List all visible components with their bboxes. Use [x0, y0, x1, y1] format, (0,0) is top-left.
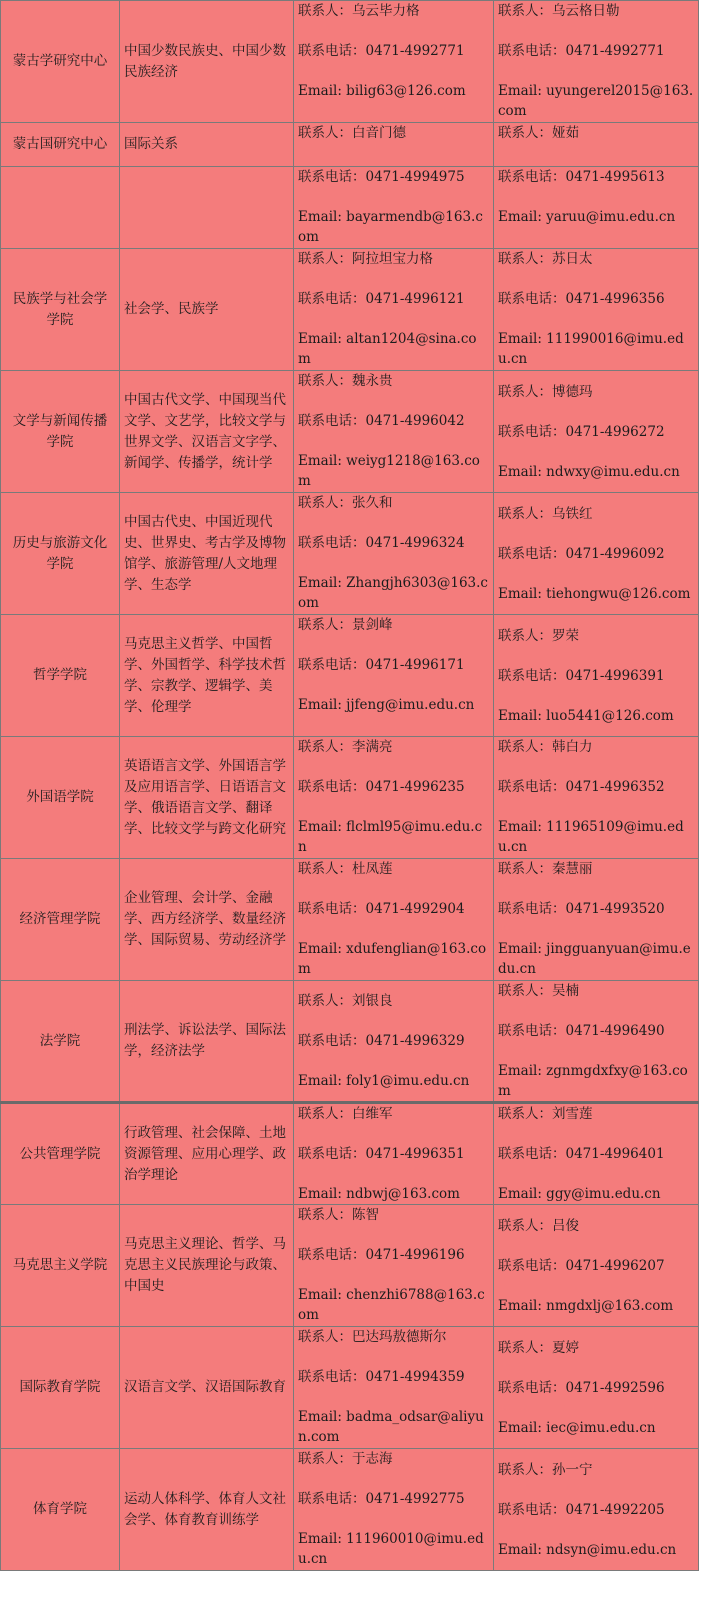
contact-email[interactable]: Email: ndbwj@163.com: [298, 1186, 460, 1202]
table-row: [1, 493, 699, 615]
contact-email[interactable]: Email: flclml95@imu.edu.cn: [298, 819, 483, 855]
contact-email[interactable]: Email: 111960010@imu.edu.cn: [298, 1531, 484, 1567]
contact-name: 联系人：乌云格日勒: [498, 3, 620, 19]
contact-name: 联系人：陈智: [298, 1207, 379, 1223]
discipline-list: 运动人体科学、体育人文社会学、体育教育训练学: [120, 1449, 294, 1571]
contact-primary: [294, 1449, 494, 1571]
contact-email[interactable]: Email: tiehongwu@126.com: [498, 585, 691, 602]
discipline-list: 中国少数民族史、中国少数民族经济: [120, 1, 294, 123]
contact-email[interactable]: Email: chenzhi6788@163.com: [298, 1287, 485, 1323]
contact-name: 联系人：杜凤莲: [298, 861, 393, 877]
discipline-list: 国际关系: [120, 123, 294, 167]
contact-email[interactable]: Email: foly1@imu.edu.cn: [298, 1073, 470, 1089]
contact-email[interactable]: Email: nmgdxlj@163.com: [498, 1297, 674, 1314]
contact-name: 联系人：白维军: [298, 1106, 393, 1122]
contact-name: 联系人：巴达玛敖德斯尔: [298, 1329, 447, 1345]
college-name: 文学与新闻传播 学院: [1, 371, 120, 493]
college-name: 历史与旅游文化 学院: [1, 493, 120, 615]
contact-name: 联系人：刘雪莲: [498, 1106, 593, 1122]
contact-phone: 联系电话：0471-4995613: [498, 169, 665, 185]
table-row: [1, 123, 699, 167]
contact-name: 联系人：乌云毕力格: [298, 3, 420, 19]
contact-name: 联系人：孙一宁: [498, 1461, 593, 1478]
contact-primary: [294, 1, 494, 123]
college-name: 蒙古学研究中心: [1, 1, 120, 123]
contact-phone: 联系电话：0471-4996092: [498, 545, 665, 562]
contact-email[interactable]: Email: yaruu@imu.edu.cn: [498, 209, 676, 225]
discipline-list: 马克思主义理论、哲学、马克思主义民族理论与政策、中国史: [120, 1205, 294, 1327]
contact-email[interactable]: Email: ggy@imu.edu.cn: [498, 1186, 661, 1202]
contact-secondary: [494, 1103, 699, 1205]
table-row: [1, 981, 699, 1103]
contact-name: 联系人：阿拉坦宝力格: [298, 251, 433, 267]
contact-phone: 联系电话：0471-4996207: [498, 1257, 665, 1274]
contact-secondary: [494, 1205, 699, 1327]
contact-email[interactable]: Email: iec@imu.edu.cn: [498, 1419, 656, 1436]
contact-name: 联系人：于志海: [298, 1451, 393, 1467]
contact-phone: 联系电话：0471-4996121: [298, 291, 465, 307]
table-row: [1, 371, 699, 493]
contact-email[interactable]: Email: ndwxy@imu.edu.cn: [498, 463, 680, 480]
contact-phone: 联系电话：0471-4992775: [298, 1491, 465, 1507]
contact-primary: [294, 493, 494, 615]
college-name: 法学院: [1, 981, 120, 1103]
contact-secondary: [494, 859, 699, 981]
contact-name: 联系人：吕俊: [498, 1217, 579, 1234]
contact-phone: 联系电话：0471-4996356: [498, 291, 665, 307]
contact-email[interactable]: Email: uyungerel2015@163.com: [498, 83, 694, 119]
contact-phone: 联系电话：0471-4992771: [298, 43, 465, 59]
contact-email[interactable]: Email: luo5441@126.com: [498, 707, 674, 724]
contact-primary: [294, 1205, 494, 1327]
contact-secondary: [494, 981, 699, 1103]
contact-phone: 联系电话：0471-4996042: [298, 413, 465, 429]
contact-email[interactable]: Email: jingguanyuan@imu.edu.cn: [498, 941, 691, 977]
contact-primary: [294, 737, 494, 859]
contact-phone: 联系电话：0471-4994975: [298, 169, 465, 185]
college-name: 马克思主义学院: [1, 1205, 120, 1327]
contact-primary: [294, 1327, 494, 1449]
discipline-list: 中国古代文学、中国现当代文学、文艺学，比较文学与世界文学、汉语言文字学、新闻学、传播学，统计学: [120, 371, 294, 493]
contact-email[interactable]: Email: bayarmendb@163.com: [298, 209, 483, 245]
contact-primary: [294, 1103, 494, 1205]
contact-name: 联系人：夏婷: [498, 1339, 579, 1356]
contact-phone: 联系电话：0471-4996235: [298, 779, 465, 795]
contact-email[interactable]: Email: zgnmgdxfxy@163.com: [498, 1063, 688, 1099]
contact-name: 联系人：白音门德: [298, 125, 406, 141]
contact-email[interactable]: Email: ndsyn@imu.edu.cn: [498, 1541, 677, 1558]
contact-secondary: [494, 1449, 699, 1571]
discipline-list: 企业管理、会计学、金融学、西方经济学、数量经济学、国际贸易、劳动经济学: [120, 859, 294, 981]
table-row: [1, 167, 699, 249]
contact-phone: 联系电话：0471-4996196: [298, 1247, 465, 1263]
contact-name: 联系人：苏日太: [498, 251, 593, 267]
contact-email[interactable]: Email: xdufenglian@163.com: [298, 941, 487, 977]
contact-phone: 联系电话：0471-4992904: [298, 901, 465, 917]
contact-phone: 联系电话：0471-4996324: [298, 535, 465, 551]
contact-name: 联系人：魏永贵: [298, 373, 393, 389]
contact-secondary: [494, 249, 699, 371]
contact-email[interactable]: Email: 111990016@imu.edu.cn: [498, 331, 684, 367]
college-name: 经济管理学院: [1, 859, 120, 981]
contact-phone: 联系电话：0471-4996490: [498, 1023, 665, 1039]
table-row: [1, 615, 699, 737]
table-row: [1, 1205, 699, 1327]
contact-name: 联系人：博德玛: [498, 383, 593, 400]
table-row: [1, 1, 699, 123]
college-name: 国际教育学院: [1, 1327, 120, 1449]
contact-name: 联系人：刘银良: [298, 993, 393, 1009]
contact-phone: 联系电话：0471-4996391: [498, 667, 665, 684]
contact-secondary: [494, 615, 699, 737]
college-name: 民族学与社会学 学院: [1, 249, 120, 371]
contact-secondary: [494, 167, 699, 249]
contact-primary: [294, 615, 494, 737]
table-row: [1, 1103, 699, 1205]
college-name: 体育学院: [1, 1449, 120, 1571]
contact-email[interactable]: Email: weiyg1218@163.com: [298, 453, 480, 489]
table-row: [1, 249, 699, 371]
college-name: 哲学学院: [1, 615, 120, 737]
contact-email[interactable]: Email: Zhangjh6303@163.com: [298, 575, 488, 611]
discipline-list: 汉语言文学、汉语国际教育: [120, 1327, 294, 1449]
contact-primary: [294, 249, 494, 371]
discipline-list: [120, 167, 294, 249]
contact-email[interactable]: Email: 111965109@imu.edu.cn: [498, 819, 684, 855]
contact-phone: 联系电话：0471-4996171: [298, 657, 465, 673]
discipline-list: 社会学、民族学: [120, 249, 294, 371]
contact-secondary: [494, 493, 699, 615]
contact-phone: 联系电话：0471-4994359: [298, 1369, 465, 1385]
contact-name: 联系人：李满亮: [298, 739, 393, 755]
contact-name: 联系人：娅茹: [498, 125, 579, 141]
contact-primary: [294, 981, 494, 1103]
contact-phone: 联系电话：0471-4992771: [498, 43, 665, 59]
contact-name: 联系人：吴楠: [498, 983, 579, 999]
contact-name: 联系人：乌铁红: [498, 505, 593, 522]
contact-phone: 联系电话：0471-4996329: [298, 1033, 465, 1049]
discipline-list: 中国古代史、中国近现代史、世界史、考古学及博物馆学、旅游管理/人文地理学、生态学: [120, 493, 294, 615]
table-row: [1, 1327, 699, 1449]
contact-primary: [294, 123, 494, 167]
contact-name: 联系人：张久和: [298, 495, 393, 511]
contact-secondary: [494, 1327, 699, 1449]
discipline-list: 英语语言文学、外国语言学及应用语言学、日语语言文学、俄语语言文学、翻译学、比较文学与跨文化研究: [120, 737, 294, 859]
contact-phone: 联系电话：0471-4993520: [498, 901, 665, 917]
contact-name: 联系人：罗荣: [498, 627, 579, 644]
college-name: 外国语学院: [1, 737, 120, 859]
contact-primary: [294, 859, 494, 981]
contact-phone: 联系电话：0471-4996401: [498, 1146, 665, 1162]
table-row: [1, 1449, 699, 1571]
contact-secondary: [494, 1, 699, 123]
contact-secondary: [494, 123, 699, 167]
contact-email[interactable]: Email: jjfeng@imu.edu.cn: [298, 697, 475, 713]
discipline-list: 马克思主义哲学、中国哲学、外国哲学、科学技术哲学、宗教学、逻辑学、美学、伦理学: [120, 615, 294, 737]
contact-secondary: [494, 737, 699, 859]
contact-phone: 联系电话：0471-4996351: [298, 1146, 465, 1162]
college-name: 蒙古国研究中心: [1, 123, 120, 167]
college-name: 公共管理学院: [1, 1103, 120, 1205]
contact-phone: 联系电话：0471-4996352: [498, 779, 665, 795]
contact-primary: [294, 167, 494, 249]
discipline-list: 行政管理、社会保障、土地资源管理、应用心理学、政治学理论: [120, 1103, 294, 1205]
contact-name: 联系人：韩白力: [498, 739, 593, 755]
contact-phone: 联系电话：0471-4992596: [498, 1379, 665, 1396]
contact-email[interactable]: Email: badma_odsar@aliyun.com: [298, 1409, 484, 1445]
table-row: [1, 859, 699, 981]
contact-phone: 联系电话：0471-4996272: [498, 423, 665, 440]
contact-name: 联系人：秦慧丽: [498, 861, 593, 877]
contact-email[interactable]: Email: bilig63@126.com: [298, 83, 466, 99]
contact-name: 联系人：景剑峰: [298, 617, 393, 633]
college-name: [1, 167, 120, 249]
table-row: [1, 737, 699, 859]
discipline-list: 刑法学、诉讼法学、国际法学，经济法学: [120, 981, 294, 1103]
contact-secondary: [494, 371, 699, 493]
contact-email[interactable]: Email: altan1204@sina.com: [298, 331, 477, 367]
contact-phone: 联系电话：0471-4992205: [498, 1501, 665, 1518]
contact-primary: [294, 371, 494, 493]
